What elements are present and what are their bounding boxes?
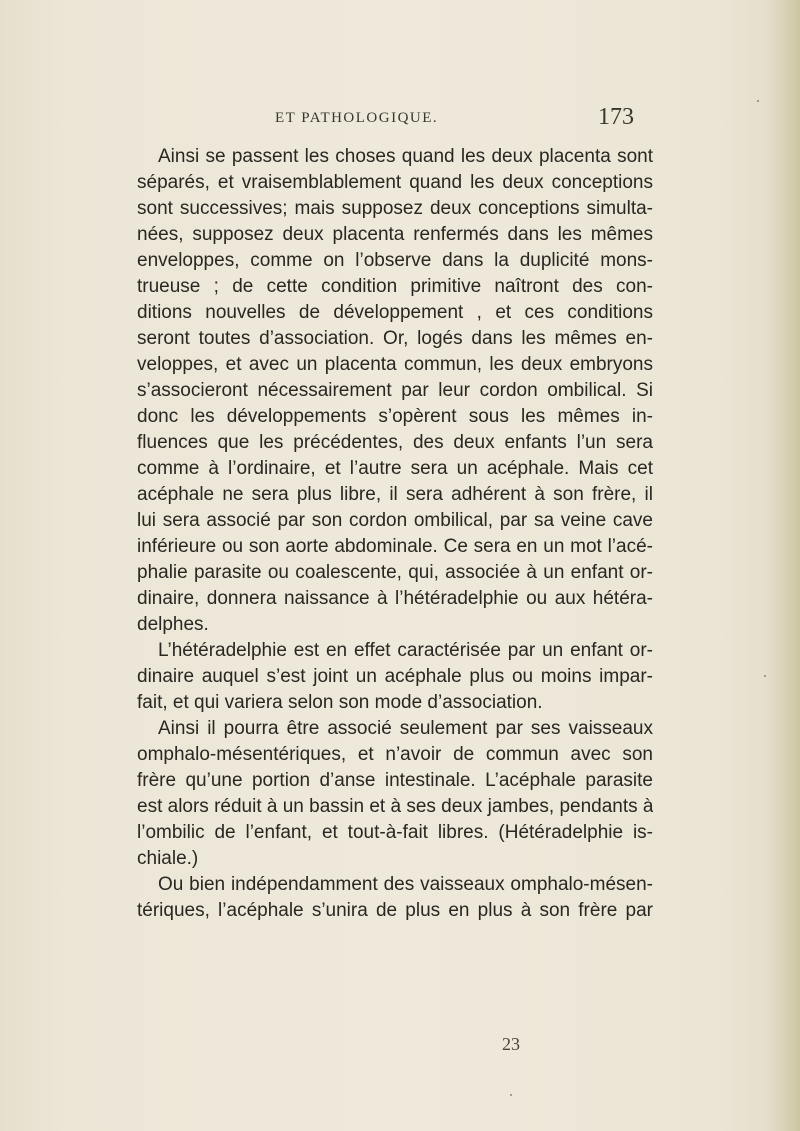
text-line: delphes. xyxy=(137,614,209,635)
text-line: frère qu’une portion d’anse intestinale. L’acéphale parasite xyxy=(137,770,653,791)
text-line: Ainsi il pourra être associé seulement par ses vaisseaux xyxy=(158,718,653,739)
text-line: lui sera associé par son cordon ombilical, par sa veine cave xyxy=(137,510,653,531)
text-line: Ou bien indépendamment des vaisseaux omphalo-mésen- xyxy=(158,874,653,895)
text-line: Ainsi se passent les choses quand les deux placenta sont xyxy=(158,146,653,167)
text-line: nées, supposez deux placenta renfermés dans les mêmes xyxy=(137,224,653,245)
text-line: phalie parasite ou coalescente, qui, associée à un enfant or- xyxy=(137,562,653,583)
paper-speck xyxy=(764,675,766,677)
paper-speck xyxy=(510,1094,512,1096)
text-line: inférieure ou son aorte abdominale. Ce sera en un mot l’acé- xyxy=(137,536,653,557)
text-line: dinaire auquel s’est joint un acéphale plus ou moins impar- xyxy=(137,666,653,687)
page-edge-shadow xyxy=(766,0,800,1131)
text-line: enveloppes, comme on l’observe dans la duplicité mons- xyxy=(137,250,653,271)
text-line: comme à l’ordinaire, et l’autre sera un acéphale. Mais cet xyxy=(137,458,653,479)
text-line: fluences que les précédentes, des deux enfants l’un sera xyxy=(137,432,653,453)
text-line: L’hétéradelphie est en effet caractérisée par un enfant or- xyxy=(158,640,653,661)
text-line: séparés, et vraisemblablement quand les deux conceptions xyxy=(137,172,653,193)
text-line: trueuse ; de cette condition primitive naîtront des con- xyxy=(137,276,653,297)
body-text xyxy=(137,144,653,924)
signature-mark: 23 xyxy=(502,1034,520,1054)
text-line: omphalo-mésentériques, et n’avoir de commun avec son xyxy=(137,744,653,765)
text-line: acéphale ne sera plus libre, il sera adhérent à son frère, il xyxy=(137,484,653,505)
page-number: 173 xyxy=(598,104,634,130)
page-header xyxy=(0,104,800,140)
text-line: l’ombilic de l’enfant, et tout-à-fait libres. (Hétéradelphie is- xyxy=(137,822,653,843)
text-line: sont successives; mais supposez deux conceptions simulta- xyxy=(137,198,653,219)
text-line: fait, et qui variera selon son mode d’association. xyxy=(137,692,543,713)
text-line: veloppes, et avec un placenta commun, les deux embryons xyxy=(137,354,653,375)
text-line: ditions nouvelles de développement , et ces conditions xyxy=(137,302,653,323)
running-head: ET PATHOLOGIQUE. xyxy=(275,110,439,126)
text-line: tériques, l’acéphale s’unira de plus en plus à son frère par xyxy=(137,900,653,921)
text-line: seront toutes d’association. Or, logés dans les mêmes en- xyxy=(137,328,653,349)
text-line: s’associeront nécessairement par leur cordon ombilical. Si xyxy=(137,380,653,401)
text-line: chiale.) xyxy=(137,848,199,869)
text-line: dinaire, donnera naissance à l’hétéradelphie ou aux hétéra- xyxy=(137,588,653,609)
text-line: est alors réduit à un bassin et à ses deux jambes, pendants à xyxy=(137,796,653,817)
paper-speck xyxy=(757,100,759,102)
text-line: donc les développements s’opèrent sous les mêmes in- xyxy=(137,406,653,427)
